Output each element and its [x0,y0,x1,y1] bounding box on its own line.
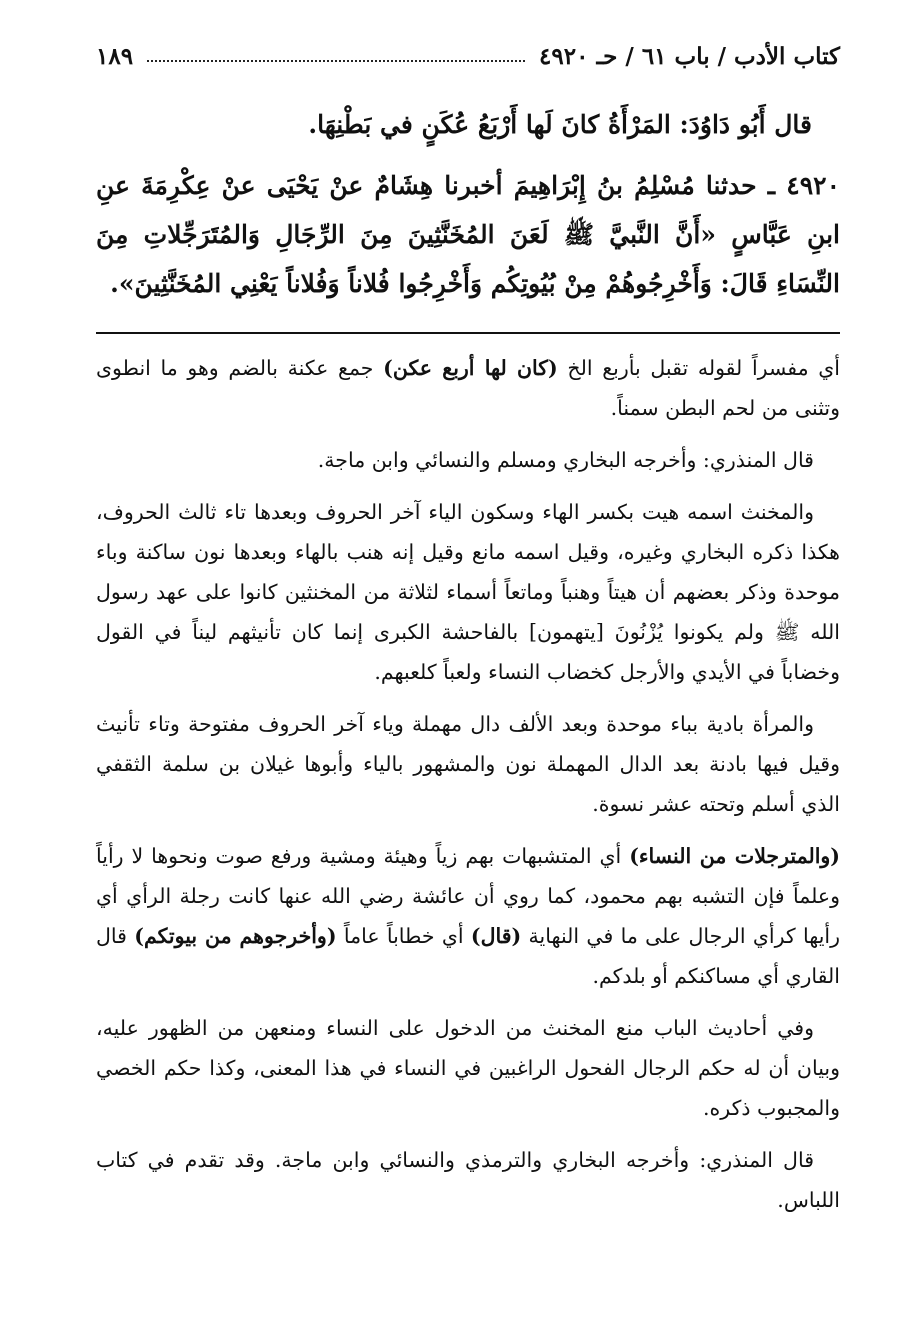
note-quote: (وأخرجوهم من بيوتكم) [134,924,337,948]
hadith-number: ٤٩٢٠ ـ [756,171,840,200]
note-quote: (قال) [470,924,522,948]
note-paragraph [96,348,840,428]
note-paragraph: وفي أحاديث الباب منع المخنث من الدخول على النساء ومنعهن من الظهور عليه، وبيان أن له حكم الرجال الفحول الراغبين في النساء في هذا المعنى، وكذا حكم الخصي والمجبوب ذكره. [96,1016,840,1120]
hadith-text: حدثنا مُسْلِمُ بنُ إِبْرَاهِيمَ أخبرنا هِشَامٌ عنْ يَحْيَى عنْ عِكْرِمَةَ عنِ ابنِ عَبَّاسٍ «أَنَّ النَّبيَّ ﷺ لَعَنَ المُخَنَّثِينَ مِنَ الرِّجَالِ وَالمُتَرَجِّلاتِ مِنَ النِّسَاءِ قَالَ: وَأَخْرِجُوهُمْ مِنْ بُيُوتِكُم وَأَخْرِجُوا فُلاناً وَفُلاناً يَعْنِي المُخَنَّثِينَ». [96,171,840,298]
note-text: أي المتشبهات بهم زياً وهيئة ومشية ورفع صوت ونحوها لا رأياً وعلماً فإن التشبه بهم محمود، كما روي أن عائشة رضي الله عنها كانت رجلة الرأي أي رأيها كرأي الرجال على ما في النهاية [96,844,840,948]
main-text [96,100,840,308]
note-text: أي خطاباً عاماً [336,924,471,948]
header-title: كتاب الأدب / باب ٦١ / حـ ٤٩٢٠ [539,43,840,70]
note-paragraph: قال المنذري: وأخرجه البخاري ومسلم والنسائي وابن ماجة. [317,448,814,472]
running-header [96,36,840,70]
note-text: قال القاري أي مساكنكم أو بلدكم. [96,924,840,988]
note-quote: (والمترجلات من النساء) [629,844,840,868]
note-paragraph: والمرأة بادية بباء موحدة وبعد الألف دال مهملة وياء آخر الحروف مفتوحة وتاء تأنيث وقيل فيها بادنة بعد الدال المهملة نون والمشهور بالياء وأبوها غيلان بن سلمة الثقفي الذي أسلم وتحته عشر نسوة. [96,712,840,816]
note-text: أي مفسراً لقوله تقبل بأربع الخ [557,356,840,380]
commentary [96,348,840,1232]
note-text: جمع عكنة بالضم وهو ما انطوى وتثنى من لحم البطن سمناً. [96,356,840,420]
note-paragraph [96,836,840,996]
hadith-4920 [96,161,840,308]
footnote-divider [96,332,840,334]
note-paragraph: والمخنث اسمه هيت بكسر الهاء وسكون الياء آخر الحروف وبعدها تاء ثالث الحروف، هكذا ذكره البخاري وغيره، وقيل اسمه مانع وقيل إنه هنب بالهاء وبعدها نون ساكنة وباء موحدة وذكر بعضهم أن هيتاً وهنباً وماتعاً أسماء لثلاثة من المخنثين كانوا على عهد رسول الله ﷺ ولم يكونوا يُزْنُونَ [يتهمون] بالفاحشة الكبرى إنما كان تأنيثهم ليناً في القول وخضاباً في الأيدي والأرجل كخضاب النساء ولعباً كلعبهم. [96,500,840,684]
note-paragraph: قال المنذري: وأخرجه البخاري والترمذي والنسائي وابن ماجة. وقد تقدم في كتاب اللباس. [96,1148,840,1212]
header-dot-leader [147,59,525,62]
note-quote: (كان لها أربع عكن) [383,356,558,380]
page-number: ١٨٩ [96,43,134,70]
abu-dawud-note: قال أَبُو دَاوُدَ: المَرْأَةُ كانَ لَها أَرْبَعُ عُكَنٍ في بَطْنِهَا. [308,110,812,139]
